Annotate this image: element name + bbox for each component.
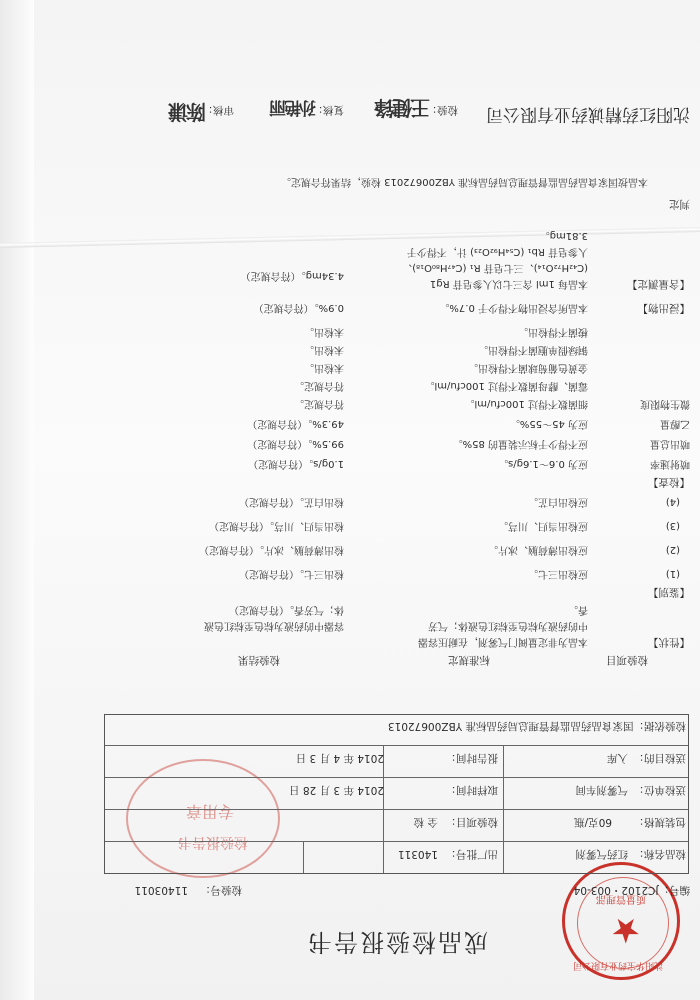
assay-result: 4.34mg。（符合规定） [240,270,344,281]
ident-2-result: 检出薄荷脑、冰片。（符合规定） [199,544,344,555]
sample-date-value: 2014 年 3 月 28 日 [289,784,384,796]
ident-3-no: (3) [665,520,680,531]
clost-standard: 梭菌不得检出。 [518,326,588,337]
spray-rate-standard: 应为 0.6～1.6g/s。 [498,458,588,469]
reviewer-signature: 孙艳丽 [271,97,316,117]
char-standard-3: 香。 [568,604,588,615]
reviewer-label: 复核： [312,104,344,116]
ident-3-standard: 应检出当归、川芎。 [498,520,588,531]
mold-standard: 霉菌、酵母菌数不得过 100cfu/ml。 [424,380,588,391]
ident-4-result: 检出白芷。（符合规定） [239,496,344,507]
char-result-2: 体；气芳香。（符合规定） [229,604,344,615]
approver-signature-char-1: 陈 [188,100,206,124]
clost-result: 未检出。 [304,326,344,337]
micro-item: 微生物限度 [640,398,690,409]
unit-label: 送检单位： [633,784,686,796]
spray-total-standard: 应不得少于标示装量的 85%。 [452,438,588,449]
name-label: 检品名称： [633,848,686,860]
assay-standard-3: 人参皂苷 Rb₁ (C₅₄H₉₂O₂₃) 计，不得少于 [406,246,588,257]
micro-standard: 细菌数不得过 100cfu/ml。 [464,398,588,409]
approver-label: 审核： [202,104,234,116]
char-standard-1: 本品为非定量阀门气雾剂，在耐压容器 [418,636,588,647]
ident-4-standard: 应检出白芷。 [528,496,588,507]
conclusion-text: 本品按国家食品药品监督管理总局药品标准 YBZ00672013 检验，结果符合规定。 [280,176,648,187]
section-character: 【性状】 [648,636,690,648]
spray-rate-item: 喷射速率 [650,458,690,469]
qa-stamp-text: 沈阳华宝药业有限公司 [572,960,663,970]
report-date-label: 报告时间： [445,752,498,764]
assay-standard-4: 3.81mg。 [539,230,588,241]
section-extract: 【浸出物】 [637,302,690,314]
unit-value: 气雾剂车间 [575,784,628,796]
ident-1-standard: 应检出三七。 [528,568,588,579]
stamp-star-icon: ★ [610,910,641,950]
spec-value: 60克/瓶 [574,816,612,828]
item-value: 全 检 [413,816,438,828]
char-result-1: 容器中的药液为棕色至棕红色液 [204,620,344,631]
staph-result: 未检出。 [304,362,344,373]
pseudo-result: 未检出。 [304,344,344,355]
spray-total-result: 99.5%。（符合规定） [247,438,344,449]
approver-signature-char-2: 谦 [170,100,188,124]
purpose-value: 入库 [607,752,628,764]
qa-stamp-sub: 质量管理部 [596,893,646,904]
col-result-header: 检验结果 [238,654,280,666]
col-item-header: 检验项目 [606,654,648,666]
purpose-label: 送检目的： [633,752,686,764]
micro-result: 符合规定。 [294,398,344,409]
spray-rate-result: 1.0g/s。（符合规定） [248,458,344,469]
document-code: 编号：JC2102・003-04 [573,884,690,896]
batch-label: 出厂批号： [445,848,498,860]
spray-total-item: 喷出总量 [650,438,690,449]
name-value: 红药气雾剂 [575,848,628,860]
ethanol-standard: 应为 45～55%。 [509,418,588,429]
inspector-label: 检验： [426,104,458,116]
ethanol-item: 乙醇量 [660,418,690,429]
section-identification: 【鉴别】 [648,586,690,598]
section-conclusion: 判定 [669,198,690,210]
extract-result: 0.9%。（符合规定） [253,302,344,313]
section-assay: 【含量测定】 [627,278,690,290]
char-standard-2: 中的药液为棕色至棕红色液体；气芳 [428,620,588,631]
ident-3-result: 检出当归、川芎。（符合规定） [209,520,344,531]
col-standard-header: 标准规定 [448,654,490,666]
sample-date-label: 取样时间： [445,784,498,796]
report-no-label: 检验号： [200,884,242,896]
batch-value: 140311 [397,848,438,860]
ident-2-no: (2) [665,544,680,555]
ident-4-no: (4) [665,496,680,507]
inspection-basis: 检验依据：国家食品药品监督管理总局药品标准 YBZ00672013 [387,720,686,732]
mold-result: 符合规定。 [294,380,344,391]
report-title: 成品检验报告书 [306,928,488,956]
staph-standard: 金黄色葡萄球菌不得检出。 [468,362,588,373]
ethanol-result: 49.3%。（符合规定） [247,418,344,429]
report-no: 11403011 [134,884,188,896]
ident-2-standard: 应检出薄荷脑、冰片。 [488,544,588,555]
item-label: 检验项目： [445,816,498,828]
qc-stamp-line2: 专用章 [185,802,234,821]
assay-standard-1: 本品每 1ml 含三七以人参皂苷 Rg1 [429,278,588,289]
approver-signature [170,99,206,128]
pseudo-standard: 铜绿假单胞菌不得检出。 [478,344,588,355]
section-check: 【检查】 [648,476,690,488]
spec-label: 包装规格： [633,816,686,828]
company-name: 沈阳红药精诚药业有限公司 [486,104,690,124]
ident-1-result: 检出三七。（符合规定） [239,568,344,579]
qc-stamp-line1: 检验报告书 [178,834,248,850]
extract-standard: 本品所含浸出物不得少于 0.7%。 [439,302,588,313]
ident-1-no: (1) [665,568,680,579]
report-date-value: 2014 年 4 月 3 日 [295,752,384,764]
qa-department-stamp [562,862,680,980]
assay-standard-2: (C₄₂H₇₂O₁₄)、三七皂苷 R₁ (C₄₇H₈₀O₁₈)、 [402,262,588,273]
inspector-signature: 王健锋 [376,96,430,120]
